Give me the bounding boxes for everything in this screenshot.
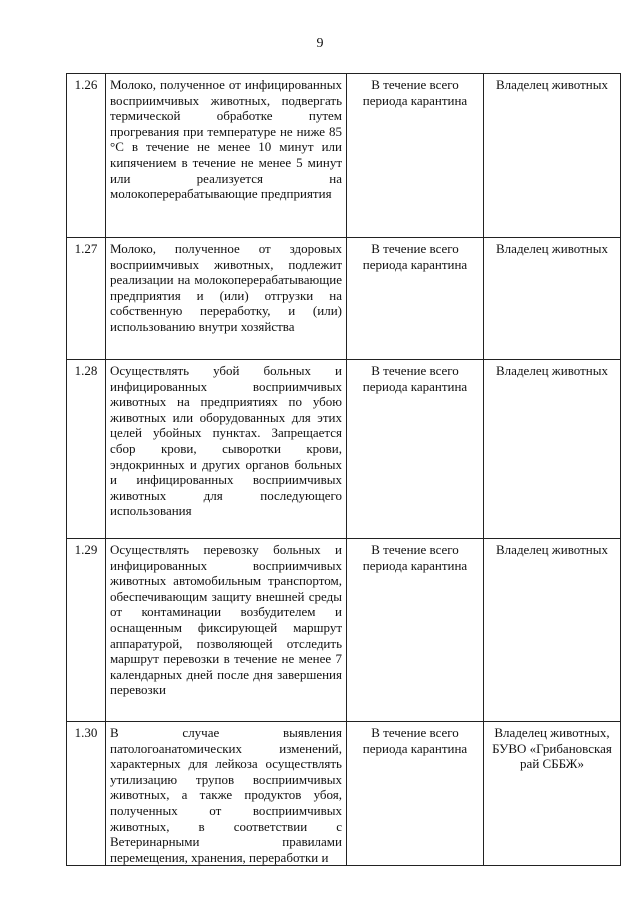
responsible-cell: Владелец животных bbox=[484, 360, 621, 539]
term-cell: В течение всего периода карантина bbox=[347, 722, 484, 866]
term-cell: В течение всего периода карантина bbox=[347, 74, 484, 238]
item-number: 1.28 bbox=[67, 360, 106, 539]
responsible-cell: Владелец животных bbox=[484, 539, 621, 722]
responsible-cell: Владелец животных, БУВО «Грибановская рай СББЖ» bbox=[484, 722, 621, 866]
table-row bbox=[67, 539, 621, 722]
term-cell: В течение всего периода карантина bbox=[347, 238, 484, 360]
measure-text: Осуществлять убой больных и инфицированных восприимчивых животных на предприятиях по убою животных или оборудованных для этих целей убойных пунктах. Запрещается сбор крови, сыворотки крови, эндокринных и других органов больных и инфицированных восприимчивых животных для последующего использования bbox=[106, 360, 347, 539]
measure-text: Молоко, полученное от инфицированных восприимчивых животных, подвергать термической обработке путем прогревания при температуре не ниже 85 °С в течение не менее 10 минут или кипячением в течение не менее 5 минут или реализуется на молокоперерабатывающие предприятия bbox=[106, 74, 347, 238]
measures-table bbox=[66, 73, 621, 866]
table-row bbox=[67, 74, 621, 238]
measure-text: В случае выявления патологоанатомических изменений, характерных для лейкоза осуществлять утилизацию трупов восприимчивых животных, а также продуктов убоя, полученных от восприимчивых животных, в соответствии с Ветеринарными правилами перемещения, хранения, переработки и bbox=[106, 722, 347, 866]
item-number: 1.30 bbox=[67, 722, 106, 866]
table-row bbox=[67, 360, 621, 539]
measure-text: Осуществлять перевозку больных и инфицированных восприимчивых животных автомобильным транспортом, обеспечивающим защиту внешней среды от контаминации возбудителем и оснащенным фиксирующей маршрут аппаратурой, позволяющей отследить маршрут перевозки в течение не менее 7 календарных дней после дня завершения перевозки bbox=[106, 539, 347, 722]
responsible-cell: Владелец животных bbox=[484, 74, 621, 238]
measure-text: Молоко, полученное от здоровых восприимчивых животных, подлежит реализации на молокоперерабатывающие предприятия и (или) отгрузки на собственную переработку, и (или) использованию внутри хозяйства bbox=[106, 238, 347, 360]
item-number: 1.27 bbox=[67, 238, 106, 360]
table-row bbox=[67, 722, 621, 866]
responsible-cell: Владелец животных bbox=[484, 238, 621, 360]
table-row bbox=[67, 238, 621, 360]
term-cell: В течение всего периода карантина bbox=[347, 539, 484, 722]
page-number: 9 bbox=[316, 36, 324, 51]
item-number: 1.29 bbox=[67, 539, 106, 722]
term-cell: В течение всего периода карантина bbox=[347, 360, 484, 539]
item-number: 1.26 bbox=[67, 74, 106, 238]
